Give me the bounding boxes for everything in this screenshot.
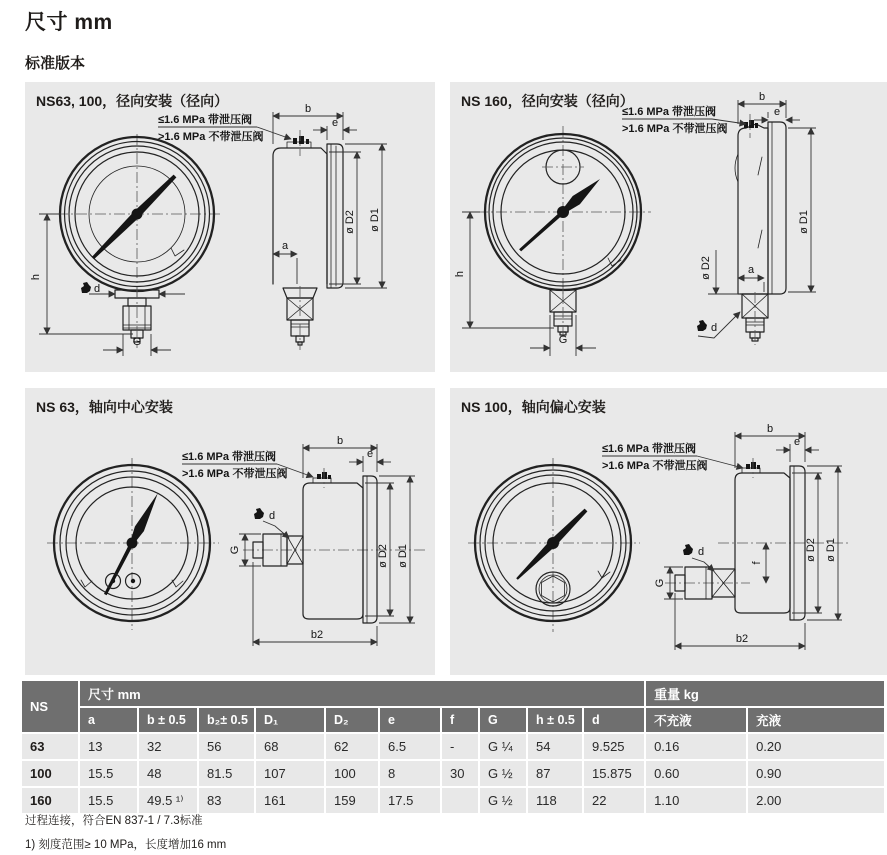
- front-view: [468, 458, 640, 632]
- dim-label-b: b: [336, 435, 344, 447]
- col-header-ns: NS: [22, 681, 78, 732]
- front-view: [454, 126, 651, 356]
- section-title: 标准版本: [25, 55, 86, 72]
- drawing-panels: [25, 82, 887, 675]
- relief-note-line2: >1.6 MPa 不带泄压阀: [158, 131, 264, 143]
- drawing-ns100-axial-eccentric: [450, 388, 887, 675]
- cell: 107: [256, 761, 324, 786]
- cell-ns: 100: [22, 761, 78, 786]
- cell: 54: [528, 734, 582, 759]
- relief-valve-note: [158, 112, 291, 143]
- dim-label-G: G: [132, 336, 142, 348]
- dim-label-e: e: [331, 117, 339, 129]
- cell: 0.16: [646, 734, 746, 759]
- cell: 15.5: [80, 788, 137, 813]
- col-header-e: e: [380, 708, 440, 732]
- dim-label-b2: b2: [310, 629, 324, 641]
- side-view: [273, 103, 387, 350]
- cell: 48: [139, 761, 197, 786]
- relief-note-line2: >1.6 MPa 不带泄压阀: [602, 460, 708, 472]
- panel-title: NS63, 100，径向安装（径向）: [36, 93, 229, 109]
- relief-valve-note: [182, 449, 313, 480]
- cell: 159: [326, 788, 378, 813]
- drawing-ns63-100-radial: [25, 82, 435, 372]
- dim-label-e: e: [793, 436, 801, 448]
- col-header-filled: 充液: [748, 708, 884, 732]
- dim-label-D1: ø D1: [825, 538, 837, 562]
- dim-label-d: d: [698, 546, 705, 558]
- relief-note-line1: ≤1.6 MPa 带泄压阀: [182, 451, 277, 463]
- dim-label-D1: ø D1: [798, 210, 810, 234]
- dim-label-a: a: [281, 240, 289, 252]
- cell: 17.5: [380, 788, 440, 813]
- cell: 15.5: [80, 761, 137, 786]
- dim-label-a: a: [747, 264, 755, 276]
- panel-title: NS 160，径向安装（径向）: [461, 93, 634, 109]
- relief-note-line1: ≤1.6 MPa 带泄压阀: [622, 106, 717, 118]
- relief-valve-note: [602, 441, 743, 472]
- cell: 161: [256, 788, 324, 813]
- drawing-ns63-axial-center: [25, 388, 435, 675]
- table-row-ns100: [22, 761, 884, 786]
- process-connection-note: 过程连接，符合EN 837-1 / 7.3标准: [25, 815, 203, 827]
- footnote-1: 1) 刻度范围≥ 10 MPa，长度增加16 mm: [25, 839, 227, 851]
- cell: 9.525: [584, 734, 644, 759]
- relief-valve-note: [622, 104, 746, 135]
- panel-title: NS 100，轴向偏心安装: [461, 399, 606, 415]
- dim-label-e: e: [366, 448, 374, 460]
- front-view: [47, 458, 219, 630]
- bottom-stem: [550, 288, 576, 340]
- cell: 0.20: [748, 734, 884, 759]
- side-view: [654, 423, 850, 650]
- cell: 68: [256, 734, 324, 759]
- cell: 87: [528, 761, 582, 786]
- table-row-ns160: [22, 788, 884, 813]
- dim-label-b: b: [766, 423, 774, 435]
- dim-label-G: G: [654, 578, 666, 588]
- col-header-b2: b₂± 0.5: [199, 708, 254, 732]
- cell: [442, 788, 478, 813]
- panel-title: NS 63，轴向中心安装: [36, 399, 173, 415]
- cell: 6.5: [380, 734, 440, 759]
- relief-note-line1: ≤1.6 MPa 带泄压阀: [602, 443, 697, 455]
- dim-label-d: d: [94, 283, 101, 295]
- drawing-ns160-radial: [450, 82, 887, 372]
- cell: 22: [584, 788, 644, 813]
- col-header-d: d: [584, 708, 644, 732]
- dim-label-b: b: [304, 103, 312, 115]
- relief-note-line2: >1.6 MPa 不带泄压阀: [182, 468, 288, 480]
- cell: 13: [80, 734, 137, 759]
- cell: 30: [442, 761, 478, 786]
- cell: 81.5: [199, 761, 254, 786]
- dim-label-e: e: [773, 106, 781, 118]
- cell: 100: [326, 761, 378, 786]
- panel-ns160-radial: [450, 82, 887, 372]
- side-view: [229, 435, 425, 646]
- col-header-f: f: [442, 708, 478, 732]
- table-row-ns63: [22, 734, 884, 759]
- page-title: 尺寸 mm: [25, 11, 113, 34]
- dim-label-d: d: [269, 510, 276, 522]
- cell: 2.00: [748, 788, 884, 813]
- cell: 0.90: [748, 761, 884, 786]
- dim-label-h: h: [30, 273, 42, 281]
- dim-label-b2: b2: [735, 633, 749, 645]
- cell: G ½: [480, 761, 526, 786]
- dim-label-d: d: [711, 322, 718, 334]
- col-header-a: a: [80, 708, 137, 732]
- dim-label-D1: ø D1: [397, 544, 409, 568]
- front-view: [30, 134, 221, 356]
- cell-ns: 160: [22, 788, 78, 813]
- dim-label-G: G: [558, 334, 568, 346]
- dimensions-table: [20, 679, 886, 815]
- panel-ns100-axial-eccentric: [450, 388, 887, 675]
- cell: 15.875: [584, 761, 644, 786]
- cell: 83: [199, 788, 254, 813]
- relief-note-line1: ≤1.6 MPa 带泄压阀: [158, 114, 253, 126]
- col-header-unfilled: 不充液: [646, 708, 746, 732]
- col-header-g: G: [480, 708, 526, 732]
- dim-label-D2: ø D2: [805, 538, 817, 562]
- dim-label-G: G: [229, 545, 241, 555]
- cell: G ½: [480, 788, 526, 813]
- cell: 49.5 ¹⁾: [139, 788, 197, 813]
- cell: 8: [380, 761, 440, 786]
- cell-ns: 63: [22, 734, 78, 759]
- dim-label-D2: ø D2: [344, 210, 356, 234]
- panel-ns63-axial-center: [25, 388, 435, 675]
- cell: 32: [139, 734, 197, 759]
- relief-note-line2: >1.6 MPa 不带泄压阀: [622, 123, 728, 135]
- cell: 62: [326, 734, 378, 759]
- col-group-dimensions: 尺寸 mm: [80, 681, 644, 706]
- dim-label-D1: ø D1: [369, 208, 381, 232]
- dim-label-D2: ø D2: [700, 256, 712, 280]
- dim-label-D2: ø D2: [377, 544, 389, 568]
- col-header-h: h ± 0.5: [528, 708, 582, 732]
- cell: G ¼: [480, 734, 526, 759]
- panel-ns63-100-radial: [25, 82, 435, 372]
- cell: -: [442, 734, 478, 759]
- dim-label-h: h: [454, 270, 466, 278]
- col-header-b: b ± 0.5: [139, 708, 197, 732]
- cell: 118: [528, 788, 582, 813]
- cell: 0.60: [646, 761, 746, 786]
- col-header-d1: D₁: [256, 708, 324, 732]
- dim-label-b: b: [758, 91, 766, 103]
- cell: 1.10: [646, 788, 746, 813]
- col-header-d2: D₂: [326, 708, 378, 732]
- col-group-weight: 重量 kg: [646, 681, 884, 706]
- cell: 56: [199, 734, 254, 759]
- dim-label-f: f: [751, 561, 763, 565]
